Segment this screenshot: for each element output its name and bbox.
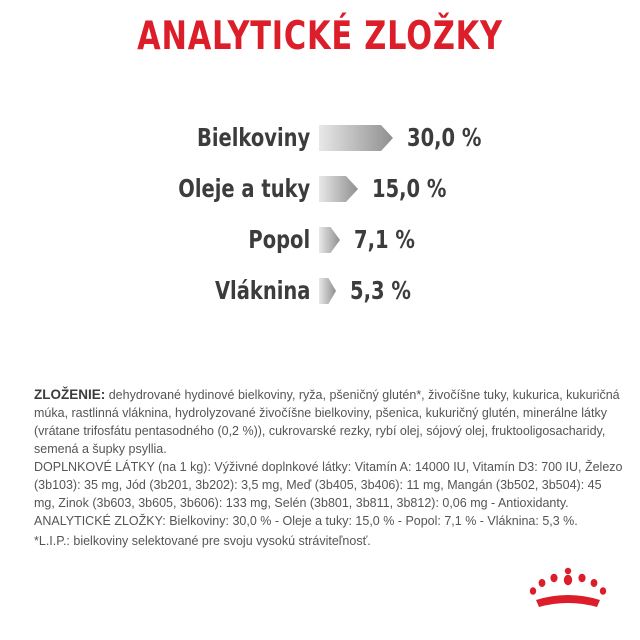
nutrient-bar-shape (319, 227, 340, 253)
nutrient-bar-shape (319, 176, 358, 202)
nutrient-row (0, 172, 640, 206)
crown-icon (526, 566, 610, 612)
nutrient-value: 7,1 % (354, 225, 415, 254)
footnote: *L.I.P.: bielkoviny selektované pre svoju vysokú stráviteľnosť. (34, 534, 371, 548)
nutrient-bar-shape (319, 278, 336, 304)
nutrient-value: 30,0 % (407, 123, 482, 152)
nutrient-label: Bielkoviny (196, 123, 310, 152)
nutrient-bar (319, 278, 336, 304)
nutrient-row (0, 223, 640, 257)
composition-heading: ZLOŽENIE: (34, 387, 106, 402)
nutrient-bar-shape (319, 125, 393, 151)
ingredients-paragraph (34, 386, 624, 458)
composition-text (34, 386, 624, 530)
nutrient-label: Oleje a tuky (177, 174, 310, 203)
nutrient-value: 5,3 % (350, 276, 411, 305)
nutrient-row (0, 274, 640, 308)
nutrient-bar (319, 125, 393, 151)
nutrient-label: Vláknina (214, 276, 310, 305)
analytical-paragraph: ANALYTICKÉ ZLOŽKY: Bielkoviny: 30,0 % - Oleje a tuky: 15,0 % - Popol: 7,1 % - Vláknina: 5,3 %. (34, 514, 578, 528)
nutrient-label: Popol (248, 225, 310, 254)
nutrient-value: 15,0 % (372, 174, 447, 203)
nutrient-row (0, 121, 640, 155)
page-title: ANALYTICKÉ ZLOŽKY (137, 14, 503, 59)
nutrient-bar (319, 227, 340, 253)
nutrient-bar (319, 176, 358, 202)
additives-paragraph: DOPLNKOVÉ LÁTKY (na 1 kg): Výživné doplnkové látky: Vitamín A: 14000 IU, Vitamín D3: 700 IU, Železo (3b103): 35 mg, Jód (3b201, 3b202): 3,5 mg, Meď (3b405, 3b406): 11 mg, Mangán (3b502, 3b504): 45 mg, Zinok (3b603, 3b605, 3b606): 133 mg, Selén (3b801, 3b811, 3b812): 0,06 mg - Antioxidanty. (34, 460, 623, 510)
ingredients-text: dehydrované hydinové bielkoviny, ryža, pšeničný glutén*, živočíšne tuky, kukurica, kukuričná múka, rastlinná vláknina, hydrolyzované živočíšne bielkoviny, pšenica, kukuričný glutén, minerálne látky (vrátane trifosfátu pentasodného (0,2 %)), cukrovarské rezky, rybí olej, sójový olej, fruktooligosacharidy, semená a šupky psyllia. (34, 388, 620, 456)
